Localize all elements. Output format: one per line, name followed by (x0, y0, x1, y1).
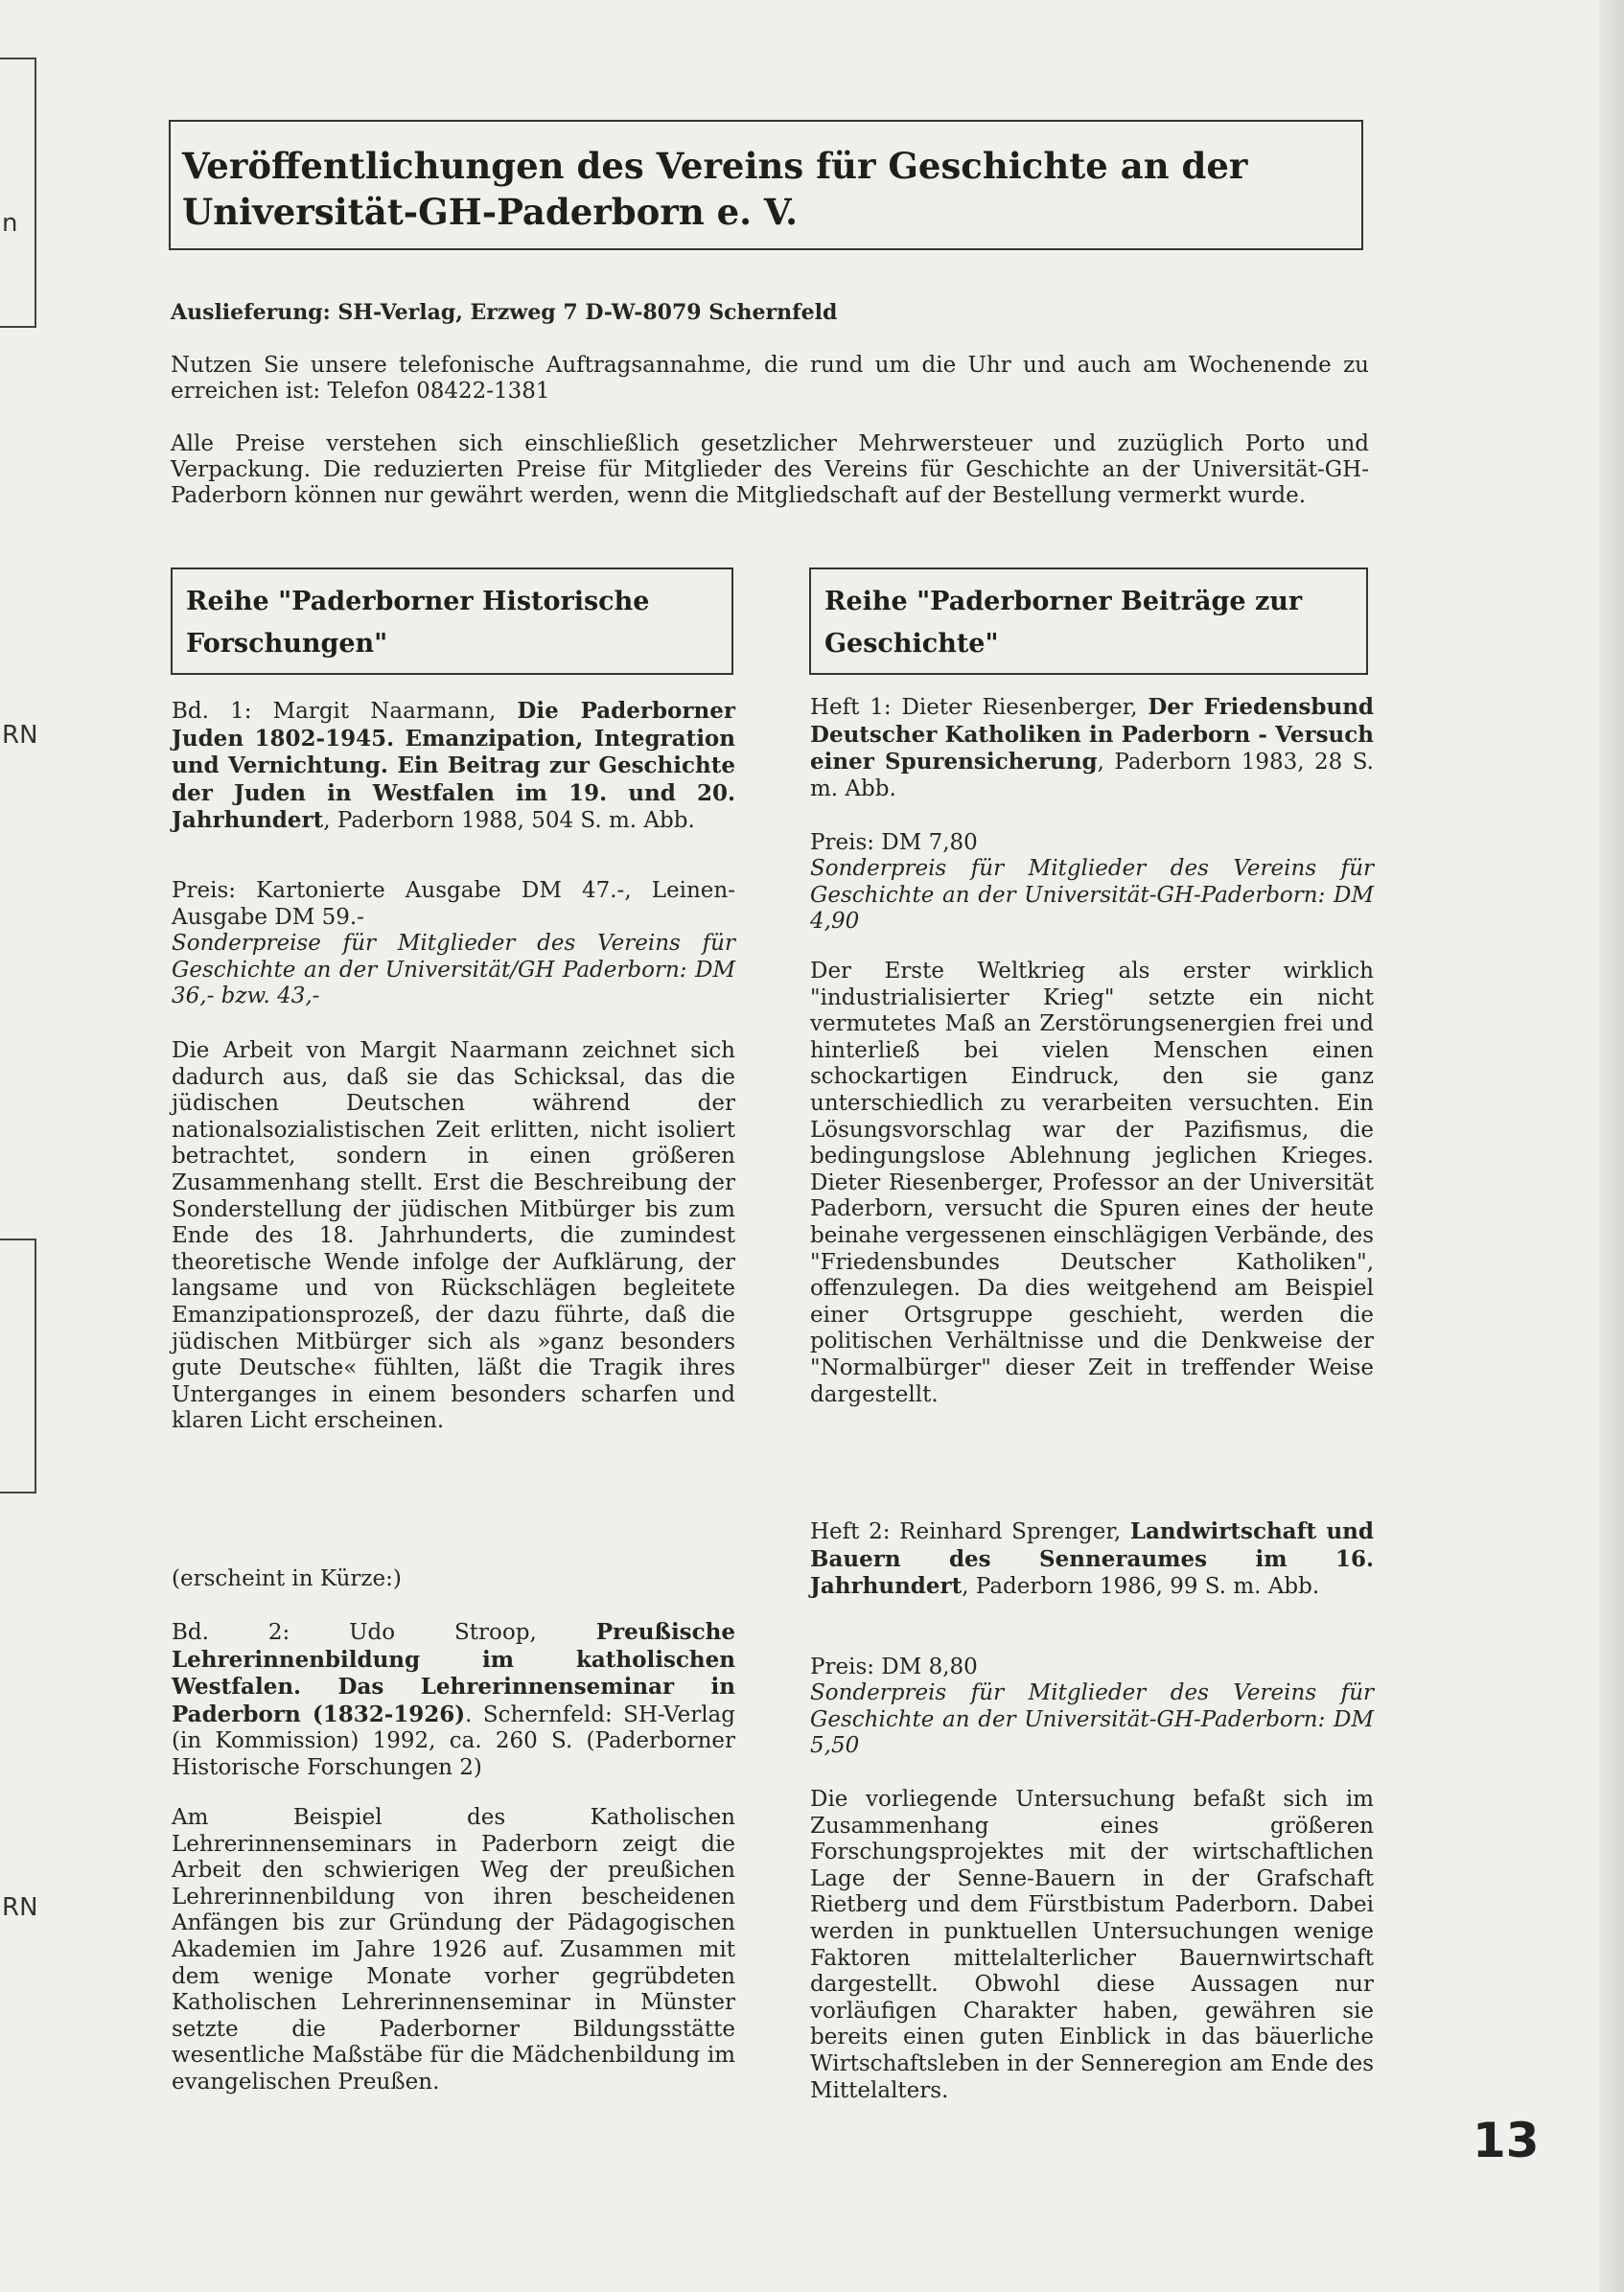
book-entry-heft1 (810, 694, 1374, 802)
page-title-line: Universität-GH-Paderborn e. V. (182, 191, 799, 233)
entry-publication: . Schernfeld: SH-Verlag (in Kommission) 1992, ca. 260 S. (Paderborner Historische Forschungen 2) (172, 1702, 735, 1780)
series-heading-beitraege-zur-geschichte: Reihe "Paderborner Beiträge zur Geschichte" (809, 567, 1368, 675)
entry-publication: , Paderborn 1988, 504 S. m. Abb. (323, 808, 695, 834)
description-heft1: Der Erste Weltkrieg als erster wirklich "industrialisierter Krieg" setzte ein nicht vermutetes Maß an Zerstörungsenergien frei und hinterließ bei vielen Menschen einen schockartigen Eindruck, den sie ganz unterschiedlich zu verarbeiten versuchten. Ein Lösungsvorschlag war der Pazifismus, die bedingungslose Ablehnung jeglichen Krieges. Dieter Riesenberger, Professor an der Universität Paderborn, versucht die Spuren eines der heute beinahe vergessenen einschlägigen Verbände, des "Friedensbundes Deutscher Katholiken", offenzulegen. Da dies weitgehend am Beispiel einer Ortsgruppe geschieht, werden die politischen Verhältnisse und die Denkweise der "Normalbürger" dieser Zeit in treffender Weise dargestellt. (810, 959, 1374, 1407)
adjacent-page-fragment: n (2, 209, 18, 238)
entry-author: Heft 2: Reinhard Sprenger, (810, 1519, 1130, 1544)
description-bd1: Die Arbeit von Margit Naarmann zeichnet sich dadurch aus, daß sie das Schicksal, das die jüdischen Deutschen während der nationalsozialistischen Zeit erlitten, nicht isoliert betrachtet, sondern in einen größeren Zusammenhang stellt. Erst die Beschreibung der Sonderstellung der jüdischen Mitbürger bis zum Ende des 18. Jahrhunderts, die zumindest theoretische Wende infolge der Aufklärung, der langsame und von Rückschlägen begleitete Emanzipationsprozeß, der dazu führte, daß die jüdischen Mitbürger sich als »ganz besonders gute Deutsche« fühlten, läßt die Tragik ihres Unterganges in einem besonders scharfen und klaren Licht erscheinen. (172, 1038, 735, 1434)
phone-order-paragraph: Nutzen Sie unsere telefonische Auftragsannahme, die rund um die Uhr und auch am Wochenende zu erreichen ist: Telefon 08422-1381 (171, 353, 1369, 404)
series-heading-historische-forschungen: Reihe "Paderborner Historische Forschungen" (171, 567, 733, 675)
entry-publication: , Paderborn 1986, 99 S. m. Abb. (962, 1574, 1320, 1600)
adjacent-page-frame (0, 58, 36, 328)
forthcoming-note: (erscheint in Kürze:) (172, 1566, 402, 1591)
page-title-box (169, 120, 1363, 250)
adjacent-page-fragment: RN (2, 721, 38, 750)
adjacent-page-fragment: RN (2, 1893, 38, 1922)
entry-author: Heft 1: Dieter Riesenberger, (810, 695, 1148, 720)
description-bd2: Am Beispiel des Katholischen Lehrerinnenseminars in Paderborn zeigt die Arbeit den schwierigen Weg der preußichen Lehrerinnenbildung von ihren bescheidenen Anfängen bis zur Gründung der Pädagogischen Akademien im Jahre 1926 auf. Zusammen mit dem wenige Monate vorher gegrübdeten Katholischen Lehrerinnenseminar in Münster setzte die Paderborner Bildungsstätte wesentliche Maßstäbe für die Mädchenbildung im evangelischen Preußen. (172, 1805, 735, 2095)
book-entry-bd2 (172, 1619, 735, 1782)
entry-title: Der Friedensbund Deutscher Katholiken in Paderborn - Versuch einer Spurensicherung (810, 694, 1374, 776)
adjacent-page-frame (0, 1239, 36, 1493)
description-heft2: Die vorliegende Untersuchung befaßt sich im Zusammenhang eines größeren Forschungsprojektes mit der wirtschaftlichen Lage der Senne-Bauern in der Grafschaft Rietberg und dem Fürstbistum Paderborn. Dabei werden in punktuellen Untersuchungen wenige Faktoren mittelalterlicher Bauernwirtschaft dargestellt. Obwohl diese Aussagen nur vorläufigen Charakter haben, gewähren sie bereits einen guten Einblick in das bäuerliche Wirtschaftsleben in der Senneregion am Ende des Mittelalters. (810, 1787, 1374, 2103)
member-price-text: Sonderpreis für Mitglieder des Vereins für Geschichte an der Universität-GH-Paderborn: DM 4,90 (810, 856, 1374, 935)
page-gutter-shadow (1599, 0, 1624, 2292)
book-entry-bd1 (172, 698, 735, 835)
pricing-note-paragraph: Alle Preise verstehen sich einschließlich gesetzlicher Mehrwersteuer und zuzüglich Porto und Verpackung. Die reduzierten Preise für Mitglieder des Vereins für Geschichte an der Universität-GH-Paderborn können nur gewährt werden, wenn die Mitgliedschaft auf der Bestellung vermerkt wurde. (171, 431, 1369, 508)
entry-publication: , Paderborn 1983, 28 S. m. Abb. (810, 750, 1374, 801)
member-price-text: Sonderpreise für Mitglieder des Vereins für Geschichte an der Universität/GH Paderborn: DM 36,- bzw. 43,- (172, 931, 735, 1009)
page-title-line: Veröffentlichungen des Vereins für Geschichte an der (182, 145, 1248, 187)
entry-author: Bd. 2: Udo Stroop, (172, 1620, 596, 1645)
page-number: 13 (1473, 2113, 1540, 2168)
book-entry-heft2 (810, 1518, 1374, 1601)
price-heft2: Preis: DM 8,80 (810, 1655, 978, 1679)
entry-author: Bd. 1: Margit Naarmann, (172, 699, 518, 724)
member-price-text: Sonderpreis für Mitglieder des Vereins für Geschichte an der Universität-GH-Paderborn: DM 5,50 (810, 1680, 1374, 1759)
entry-title: Preußische Lehrerinnenbildung im katholischen Westfalen. Das Lehrerinnenseminar in Paderborn (1832-1926) (172, 1619, 735, 1727)
member-price-heft2 (810, 1680, 1374, 1760)
entry-title: Die Paderborner Juden 1802-1945. Emanzipation, Integration und Vernichtung. Ein Beitrag zur Geschichte der Juden in Westfalen im 19. und 20. Jahrhundert (172, 698, 735, 834)
delivery-address: Auslieferung: SH-Verlag, Erzweg 7 D-W-8079 Schernfeld (171, 300, 838, 325)
entry-title: Landwirtschaft und Bauern des Senneraumes im 16. Jahrhundert (810, 1518, 1374, 1600)
price-heft1: Preis: DM 7,80 (810, 830, 978, 855)
member-price-bd1 (172, 931, 735, 1010)
member-price-heft1 (810, 856, 1374, 936)
price-bd1: Preis: Kartonierte Ausgabe DM 47.-, Leinen-Ausgabe DM 59.- (172, 878, 735, 930)
